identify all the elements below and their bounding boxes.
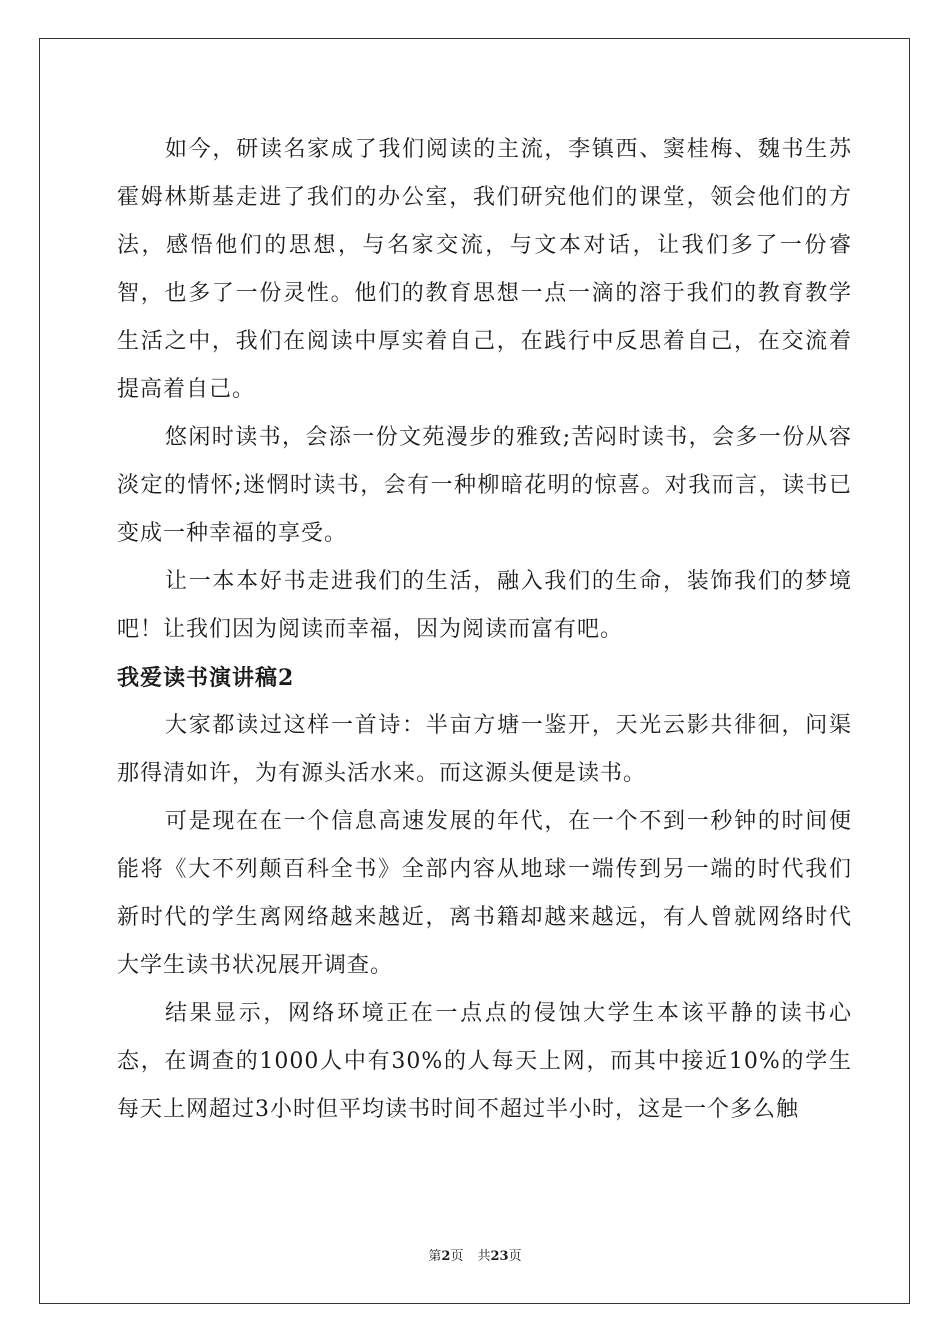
paragraph-4: 大家都读过这样一首诗：半亩方塘一鉴开，天光云影共徘徊，问渠那得清如许，为有源头活水来。而这源头便是读书。: [117, 713, 852, 786]
paragraph-6: 结果显示，网络环境正在一点点的侵蚀大学生本该平静的读书心态，在调查的1000人中有30%的人每天上网，而其中接近10%的学生每天上网超过3小时但平均读书时间不超过半小时，这是一个多么触: [117, 1001, 852, 1122]
total-pages: 23: [490, 1249, 509, 1264]
paragraph-5: 可是现在在一个信息高速发展的年代，在一个不到一秒钟的时间便能将《大不列颠百科全书》全部内容从地球一端传到另一端的时代我们新时代的学生离网络越来越近，离书籍却越来越远，有人曾就网络时代大学生读书状况展开调查。: [117, 809, 852, 978]
page-number: 2: [441, 1249, 451, 1264]
total-prefix: 共: [477, 1249, 491, 1264]
total-suffix: 页: [508, 1249, 522, 1264]
document-body: [117, 126, 852, 1134]
page-prefix: 第: [428, 1249, 442, 1264]
page-suffix: 页: [450, 1249, 464, 1264]
paragraph-2: 悠闲时读书，会添一份文苑漫步的雅致;苦闷时读书，会多一份从容淡定的情怀;迷惘时读书，会有一种柳暗花明的惊喜。对我而言，读书已变成一种幸福的享受。: [117, 425, 852, 546]
paragraph-1: 如今，研读名家成了我们阅读的主流，李镇西、窦桂梅、魏书生苏霍姆林斯基走进了我们的办公室，我们研究他们的课堂，领会他们的方法，感悟他们的思想，与名家交流，与文本对话，让我们多了一份睿智，也多了一份灵性。他们的教育思想一点一滴的溶于我们的教育教学生活之中，我们在阅读中厚实着自己，在践行中反思着自己，在交流着提高着自己。: [117, 137, 852, 402]
page-footer: [0, 1248, 950, 1266]
section-title: 我爱读书演讲稿2: [117, 665, 295, 691]
paragraph-3: 让一本本好书走进我们的生活，融入我们的生命，装饰我们的梦境吧！让我们因为阅读而幸福，因为阅读而富有吧。: [117, 569, 852, 642]
